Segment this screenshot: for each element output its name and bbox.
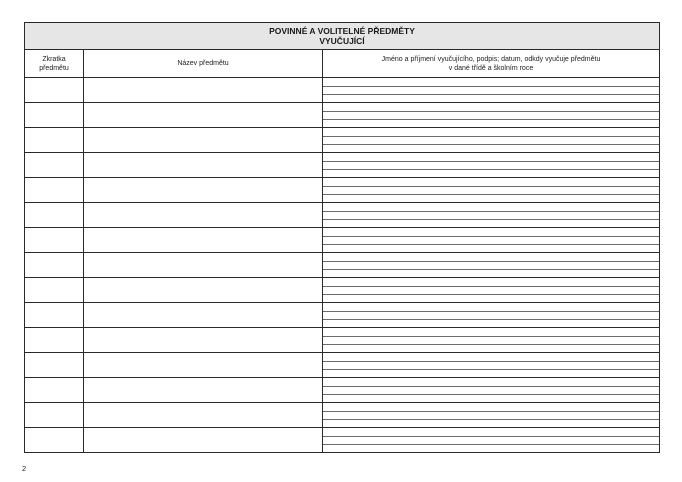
abbreviation-cell[interactable]	[25, 403, 84, 428]
column-header-abbreviation-line-2: předmětu	[39, 64, 69, 72]
table-title	[25, 23, 660, 50]
column-header-subject-name	[84, 50, 323, 78]
table-row	[25, 153, 660, 178]
abbreviation-cell[interactable]	[25, 328, 84, 353]
teacher-cell[interactable]	[323, 103, 660, 128]
teacher-cell[interactable]	[323, 128, 660, 153]
subject-name-cell[interactable]	[84, 103, 323, 128]
subject-name-cell[interactable]	[84, 303, 323, 328]
teacher-cell[interactable]	[323, 228, 660, 253]
subject-name-cell[interactable]	[84, 428, 323, 453]
table-row	[25, 253, 660, 278]
table-body	[25, 78, 660, 453]
abbreviation-cell[interactable]	[25, 178, 84, 203]
subject-name-cell[interactable]	[84, 128, 323, 153]
table-row	[25, 178, 660, 203]
column-header-subject-name-label: Název předmětu	[177, 60, 229, 67]
teacher-cell[interactable]	[323, 428, 660, 453]
abbreviation-cell[interactable]	[25, 153, 84, 178]
table-title-line-2: VYUČUJÍCÍ	[319, 36, 365, 46]
subject-name-cell[interactable]	[84, 203, 323, 228]
table-row	[25, 78, 660, 103]
subject-name-cell[interactable]	[84, 153, 323, 178]
table-row	[25, 378, 660, 403]
abbreviation-cell[interactable]	[25, 228, 84, 253]
teacher-cell[interactable]	[323, 153, 660, 178]
abbreviation-cell[interactable]	[25, 253, 84, 278]
table-row	[25, 428, 660, 453]
column-header-abbreviation	[25, 50, 84, 78]
teacher-cell[interactable]	[323, 328, 660, 353]
teacher-cell[interactable]	[323, 303, 660, 328]
teacher-cell[interactable]	[323, 378, 660, 403]
table-row	[25, 328, 660, 353]
table-row	[25, 403, 660, 428]
subject-name-cell[interactable]	[84, 228, 323, 253]
page-number: 2	[22, 464, 27, 473]
teacher-cell[interactable]	[323, 278, 660, 303]
subject-name-cell[interactable]	[84, 178, 323, 203]
table-row	[25, 228, 660, 253]
table-row	[25, 353, 660, 378]
subject-name-cell[interactable]	[84, 78, 323, 103]
abbreviation-cell[interactable]	[25, 128, 84, 153]
table-row	[25, 103, 660, 128]
teacher-cell[interactable]	[323, 403, 660, 428]
table-title-line-1: POVINNÉ A VOLITELNÉ PŘEDMĚTY	[269, 26, 415, 36]
abbreviation-cell[interactable]	[25, 278, 84, 303]
abbreviation-cell[interactable]	[25, 428, 84, 453]
table-row	[25, 128, 660, 153]
subject-name-cell[interactable]	[84, 278, 323, 303]
teacher-cell[interactable]	[323, 203, 660, 228]
subjects-teachers-table	[24, 22, 660, 453]
table-row	[25, 303, 660, 328]
teacher-cell[interactable]	[323, 253, 660, 278]
subject-name-cell[interactable]	[84, 253, 323, 278]
teacher-cell[interactable]	[323, 353, 660, 378]
column-header-abbreviation-line-1: Zkratka	[42, 55, 66, 63]
subject-name-cell[interactable]	[84, 328, 323, 353]
abbreviation-cell[interactable]	[25, 103, 84, 128]
teacher-cell[interactable]	[323, 78, 660, 103]
subject-name-cell[interactable]	[84, 403, 323, 428]
column-header-teacher-line-2: v dané třídě a školním roce	[448, 64, 534, 72]
subject-name-cell[interactable]	[84, 353, 323, 378]
abbreviation-cell[interactable]	[25, 78, 84, 103]
subject-name-cell[interactable]	[84, 378, 323, 403]
column-header-teacher-line-1: Jméno a příjmení vyučujícího, podpis; datum, odkdy vyučuje předmětu	[381, 55, 601, 63]
abbreviation-cell[interactable]	[25, 303, 84, 328]
abbreviation-cell[interactable]	[25, 378, 84, 403]
table-row	[25, 278, 660, 303]
column-header-teacher	[323, 50, 660, 78]
abbreviation-cell[interactable]	[25, 353, 84, 378]
teacher-cell[interactable]	[323, 178, 660, 203]
abbreviation-cell[interactable]	[25, 203, 84, 228]
table-row	[25, 203, 660, 228]
